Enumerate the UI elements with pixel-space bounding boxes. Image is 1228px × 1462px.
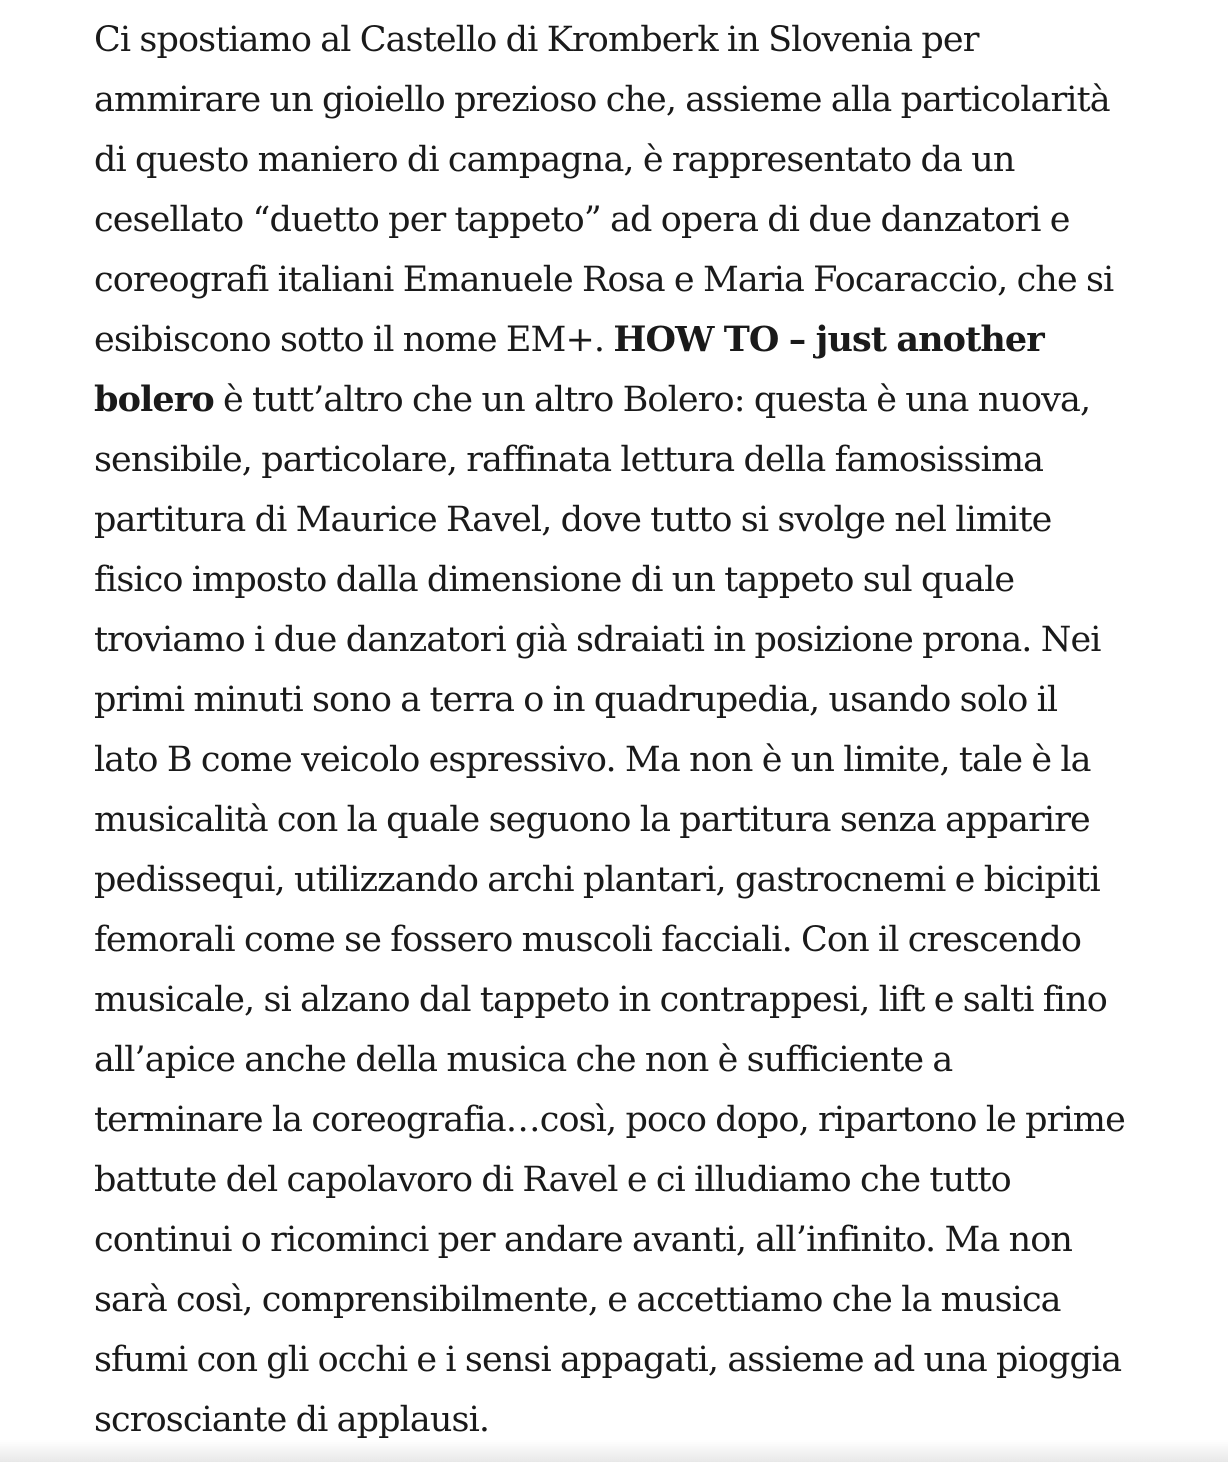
paragraph-line <box>94 1150 1184 1210</box>
show-title-bold: bolero <box>94 379 214 420</box>
paragraph-line <box>94 670 1184 730</box>
paragraph-line <box>94 1090 1184 1150</box>
article-paragraph <box>94 10 1184 1450</box>
bottom-scroll-shadow <box>0 1440 1228 1462</box>
text-run: fisico imposto dalla dimensione di un tappeto sul quale <box>94 560 1015 600</box>
text-run: all’apice anche della musica che non è sufficiente a <box>94 1040 953 1080</box>
paragraph-line <box>94 1210 1184 1270</box>
paragraph-line <box>94 1030 1184 1090</box>
paragraph-line <box>94 370 1184 430</box>
text-run: sensibile, particolare, raffinata lettura della famosissima <box>94 440 1044 480</box>
paragraph-line <box>94 610 1184 670</box>
text-run: esibiscono sotto il nome EM+. <box>94 320 614 360</box>
paragraph-line <box>94 310 1184 370</box>
paragraph-line <box>94 430 1184 490</box>
paragraph-line <box>94 910 1184 970</box>
show-title-bold: HOW TO – just another <box>613 319 1044 360</box>
paragraph-line <box>94 970 1184 1030</box>
paragraph-line <box>94 10 1184 70</box>
text-run: partitura di Maurice Ravel, dove tutto si svolge nel limite <box>94 500 1052 540</box>
paragraph-line <box>94 790 1184 850</box>
paragraph-line <box>94 490 1184 550</box>
text-run: Ci spostiamo al Castello di Kromberk in Slovenia per <box>94 20 979 60</box>
text-run: battute del capolavoro di Ravel e ci illudiamo che tutto <box>94 1160 1011 1200</box>
text-run: sfumi con gli occhi e i sensi appagati, assieme ad una pioggia <box>94 1340 1122 1380</box>
text-run: troviamo i due danzatori già sdraiati in posizione prona. Nei <box>94 620 1101 660</box>
text-run: terminare la coreografia…così, poco dopo, ripartono le prime <box>94 1100 1125 1140</box>
paragraph-line <box>94 1270 1184 1330</box>
text-run: lato B come veicolo espressivo. Ma non è un limite, tale è la <box>94 740 1091 780</box>
paragraph-line <box>94 250 1184 310</box>
text-run: femorali come se fossero muscoli facciali. Con il crescendo <box>94 920 1082 960</box>
text-run: ammirare un gioiello prezioso che, assieme alla particolarità <box>94 80 1110 120</box>
paragraph-line <box>94 550 1184 610</box>
paragraph-line <box>94 850 1184 910</box>
text-run: primi minuti sono a terra o in quadrupedia, usando solo il <box>94 680 1058 720</box>
article-body <box>94 10 1184 1450</box>
text-run: sarà così, comprensibilmente, e accettiamo che la musica <box>94 1280 1061 1320</box>
text-run: coreografi italiani Emanuele Rosa e Maria Focaraccio, che si <box>94 260 1114 300</box>
paragraph-line <box>94 70 1184 130</box>
paragraph-line <box>94 130 1184 190</box>
text-run: scrosciante di applausi. <box>94 1400 490 1440</box>
paragraph-line <box>94 1330 1184 1390</box>
paragraph-line <box>94 730 1184 790</box>
text-run: cesellato “duetto per tappeto” ad opera di due danzatori e <box>94 200 1070 240</box>
text-run: musicale, si alzano dal tappeto in contrappesi, lift e salti fino <box>94 980 1107 1020</box>
text-run: è tutt’altro che un altro Bolero: questa è una nuova, <box>213 380 1091 420</box>
text-run: pedissequi, utilizzando archi plantari, gastrocnemi e bicipiti <box>94 860 1100 900</box>
text-run: di questo maniero di campagna, è rappresentato da un <box>94 140 1015 180</box>
text-run: continui o ricominci per andare avanti, all’infinito. Ma non <box>94 1220 1073 1260</box>
text-run: musicalità con la quale seguono la partitura senza apparire <box>94 800 1090 840</box>
paragraph-line <box>94 190 1184 250</box>
